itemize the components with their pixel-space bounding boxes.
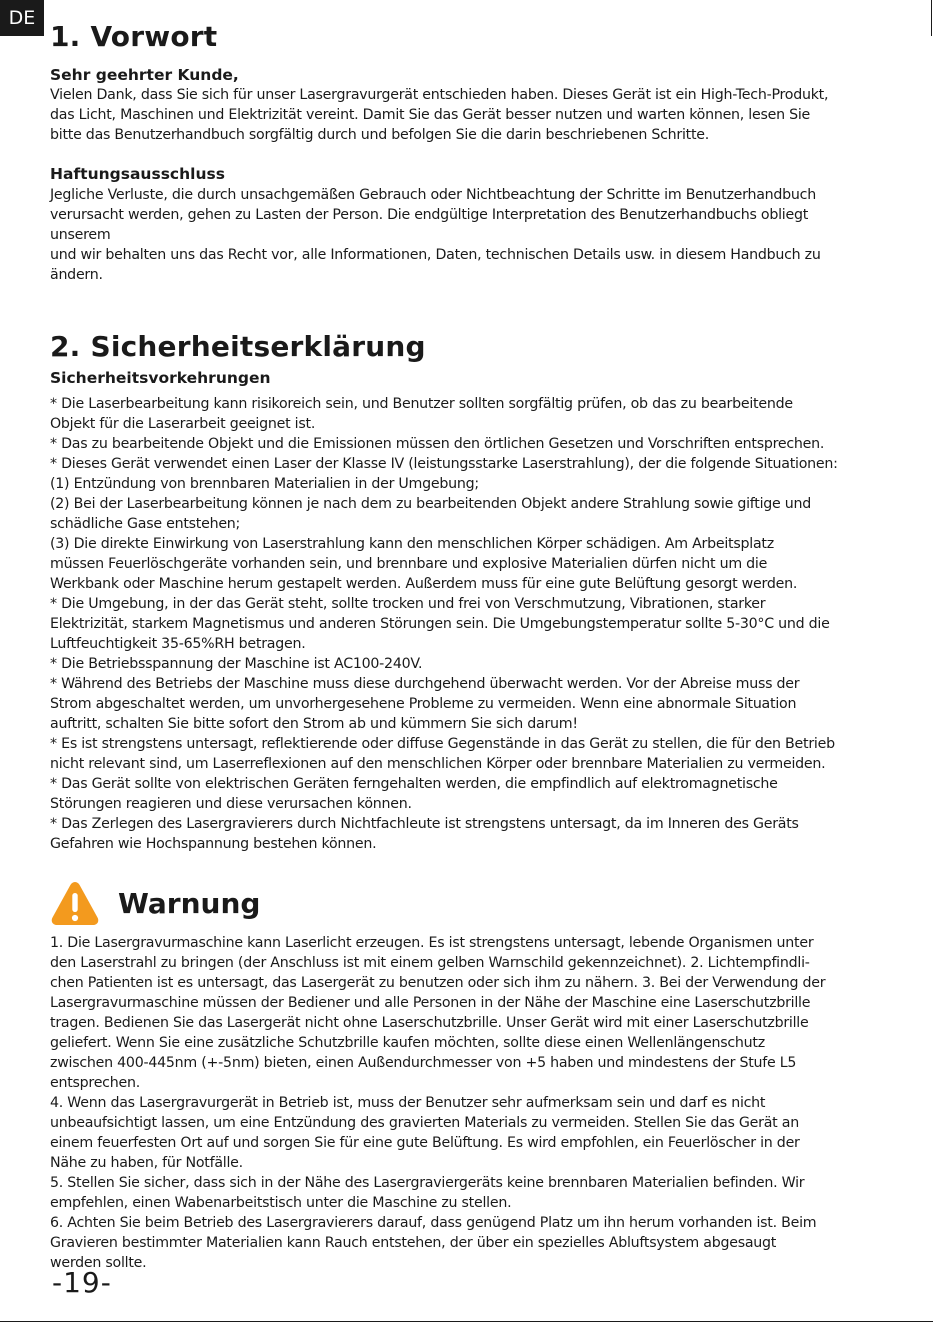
intro-line: das Licht, Maschinen und Elektrizität vereint. Damit Sie das Gerät besser nutzen und warten können, lesen Sie	[50, 107, 811, 123]
page-number: -19-	[52, 1266, 112, 1299]
intro-paragraph	[50, 85, 828, 145]
warning-line: empfehlen, einen Wabenarbeitstisch unter die Maschine zu stellen.	[50, 1195, 512, 1211]
safety-line: * Es ist strengstens untersagt, reflektierende oder diffuse Gegenstände in das Gerät zu stellen, die für den Betrieb	[50, 736, 835, 752]
safety-line: schädliche Gase entstehen;	[50, 516, 241, 532]
warning-line: 4. Wenn das Lasergravurgerät in Betrieb ist, muss der Benutzer sehr aufmerksam sein und darf es nicht	[50, 1095, 766, 1111]
warning-line: tragen. Bedienen Sie das Lasergerät nicht ohne Laserschutzbrille. Unser Gerät wird mit einer Laserschutzbrille	[50, 1015, 809, 1031]
warning-triangle-icon	[50, 879, 100, 927]
warning-header	[50, 879, 260, 927]
disclaimer-heading: Haftungsausschluss	[50, 165, 225, 183]
warning-line: Gravieren bestimmter Materialien kann Rauch entstehen, der über ein spezielles Abluftsystem abgesaugt	[50, 1235, 777, 1251]
safety-line: Elektrizität, starkem Magnetismus und anderen Störungen sein. Die Umgebungstemperatur sollte 5-30°C und die	[50, 616, 830, 632]
right-edge-rule	[931, 0, 932, 36]
safety-line: (1) Entzündung von brennbaren Materialien in der Umgebung;	[50, 476, 479, 492]
warning-line: Nähe zu haben, für Notfälle.	[50, 1155, 243, 1171]
safety-line: * Die Laserbearbeitung kann risikoreich sein, und Benutzer sollten sorgfältig prüfen, ob das zu bearbeitende	[50, 396, 793, 412]
intro-line: Vielen Dank, dass Sie sich für unser Lasergravurgerät entschieden haben. Dieses Gerät ist ein High-Tech-Produkt,	[50, 87, 829, 103]
disclaimer-paragraph	[50, 185, 821, 285]
safety-line: * Das Gerät sollte von elektrischen Geräten ferngehalten werden, die empfindlich auf elektromagnetische	[50, 776, 778, 792]
section2-title: 2. Sicherheitserklärung	[50, 330, 426, 363]
safety-paragraph	[50, 394, 838, 854]
safety-line: * Während des Betriebs der Maschine muss diese durchgehend überwacht werden. Vor der Abreise muss der	[50, 676, 800, 692]
safety-line: * Die Betriebsspannung der Maschine ist AC100-240V.	[50, 656, 423, 672]
disclaimer-line: Jegliche Verluste, die durch unsachgemäßen Gebrauch oder Nichtbeachtung der Schritte im Benutzerhandbuch	[50, 187, 816, 203]
warning-line: geliefert. Wenn Sie eine zusätzliche Schutzbrille kaufen möchten, sollte diese einen Wellenlängenschutz	[50, 1035, 765, 1051]
safety-line: (3) Die direkte Einwirkung von Laserstrahlung kann den menschlichen Körper schädigen. Am Arbeitsplatz	[50, 536, 774, 552]
safety-line: nicht relevant sind, um Laserreflexionen auf den menschlichen Körper oder brennbare Materialien zu vermeiden.	[50, 756, 826, 772]
warning-line: entsprechen.	[50, 1075, 140, 1091]
safety-line: Gefahren wie Hochspannung bestehen können.	[50, 836, 377, 852]
safety-line: * Die Umgebung, in der das Gerät steht, sollte trocken und frei von Verschmutzung, Vibrationen, starker	[50, 596, 766, 612]
warning-line: unbeaufsichtigt lassen, um eine Entzündung des gravierten Materials zu vermeiden. Stellen Sie das Gerät an	[50, 1115, 799, 1131]
section1-title: 1. Vorwort	[50, 20, 218, 53]
safety-line: (2) Bei der Laserbearbeitung können je nach dem zu bearbeitenden Objekt andere Strahlung sowie giftige und	[50, 496, 812, 512]
intro-line: bitte das Benutzerhandbuch sorgfältig durch und befolgen Sie die darin beschriebenen Schritte.	[50, 127, 710, 143]
safety-line: * Das Zerlegen des Lasergravierers durch Nichtfachleute ist strengstens untersagt, da im Inneren des Geräts	[50, 816, 799, 832]
disclaimer-line: unserem	[50, 227, 111, 243]
safety-line: Strom abgeschaltet werden, um unvorhergesehene Probleme zu vermeiden. Wenn eine abnormale Situation	[50, 696, 797, 712]
warning-title: Warnung	[118, 886, 261, 920]
safety-line: auftritt, schalten Sie bitte sofort den Strom ab und kümmern Sie sich darum!	[50, 716, 578, 732]
warning-line: werden sollte.	[50, 1255, 147, 1271]
warning-line: chen Patienten ist es untersagt, das Lasergerät zu benutzen oder sich ihm zu nähern. 3. Bei der Verwendung der	[50, 975, 826, 991]
safety-line: Störungen reagieren und diese verursachen können.	[50, 796, 412, 812]
safety-line: Werkbank oder Maschine herum gestapelt werden. Außerdem muss für eine gute Belüftung gesorgt werden.	[50, 576, 798, 592]
safety-line: Luftfeuchtigkeit 35-65%RH betragen.	[50, 636, 306, 652]
warning-paragraph	[50, 933, 825, 1273]
safety-subheading: Sicherheitsvorkehrungen	[50, 369, 271, 387]
disclaimer-line: verursacht werden, gehen zu Lasten der Person. Die endgültige Interpretation des Benutzerhandbuchs obliegt	[50, 207, 809, 223]
warning-line: 6. Achten Sie beim Betrieb des Lasergravierers darauf, dass genügend Platz um ihn herum vorhanden ist. Beim	[50, 1215, 817, 1231]
warning-line: zwischen 400-445nm (+-5nm) bieten, einen Außendurchmesser von +5 haben und mindestens der Stufe L5	[50, 1055, 797, 1071]
greeting-heading: Sehr geehrter Kunde,	[50, 66, 239, 84]
warning-line: einem feuerfesten Ort auf und sorgen Sie für eine gute Belüftung. Es wird empfohlen, ein Feuerlöscher in der	[50, 1135, 800, 1151]
warning-line: den Laserstrahl zu bringen (der Anschluss ist mit einem gelben Warnschild gekennzeichnet). 2. Lichtempfindli-	[50, 955, 810, 971]
safety-line: müssen Feuerlöschgeräte vorhanden sein, und brennbare und explosive Materialien dürfen nicht um die	[50, 556, 768, 572]
warning-line: 5. Stellen Sie sicher, dass sich in der Nähe des Lasergraviergeräts keine brennbaren Materialien befinden. Wir	[50, 1175, 805, 1191]
warning-line: Lasergravurmaschine müssen der Bediener und alle Personen in der Nähe der Maschine eine Laserschutzbrille	[50, 995, 811, 1011]
disclaimer-line: und wir behalten uns das Recht vor, alle Informationen, Daten, technischen Details usw. in diesem Handbuch zu	[50, 247, 821, 263]
disclaimer-line: ändern.	[50, 267, 103, 283]
safety-line: * Das zu bearbeitende Objekt und die Emissionen müssen den örtlichen Gesetzen und Vorschriften entsprechen.	[50, 436, 825, 452]
language-tab: DE	[0, 0, 44, 36]
safety-line: * Dieses Gerät verwendet einen Laser der Klasse IV (leistungsstarke Laserstrahlung), der die folgende Situationen:	[50, 456, 838, 472]
safety-line: Objekt für die Laserarbeit geeignet ist.	[50, 416, 316, 432]
warning-line: 1. Die Lasergravurmaschine kann Laserlicht erzeugen. Es ist strengstens untersagt, lebende Organismen unter	[50, 935, 814, 951]
bottom-rule	[0, 1321, 933, 1322]
